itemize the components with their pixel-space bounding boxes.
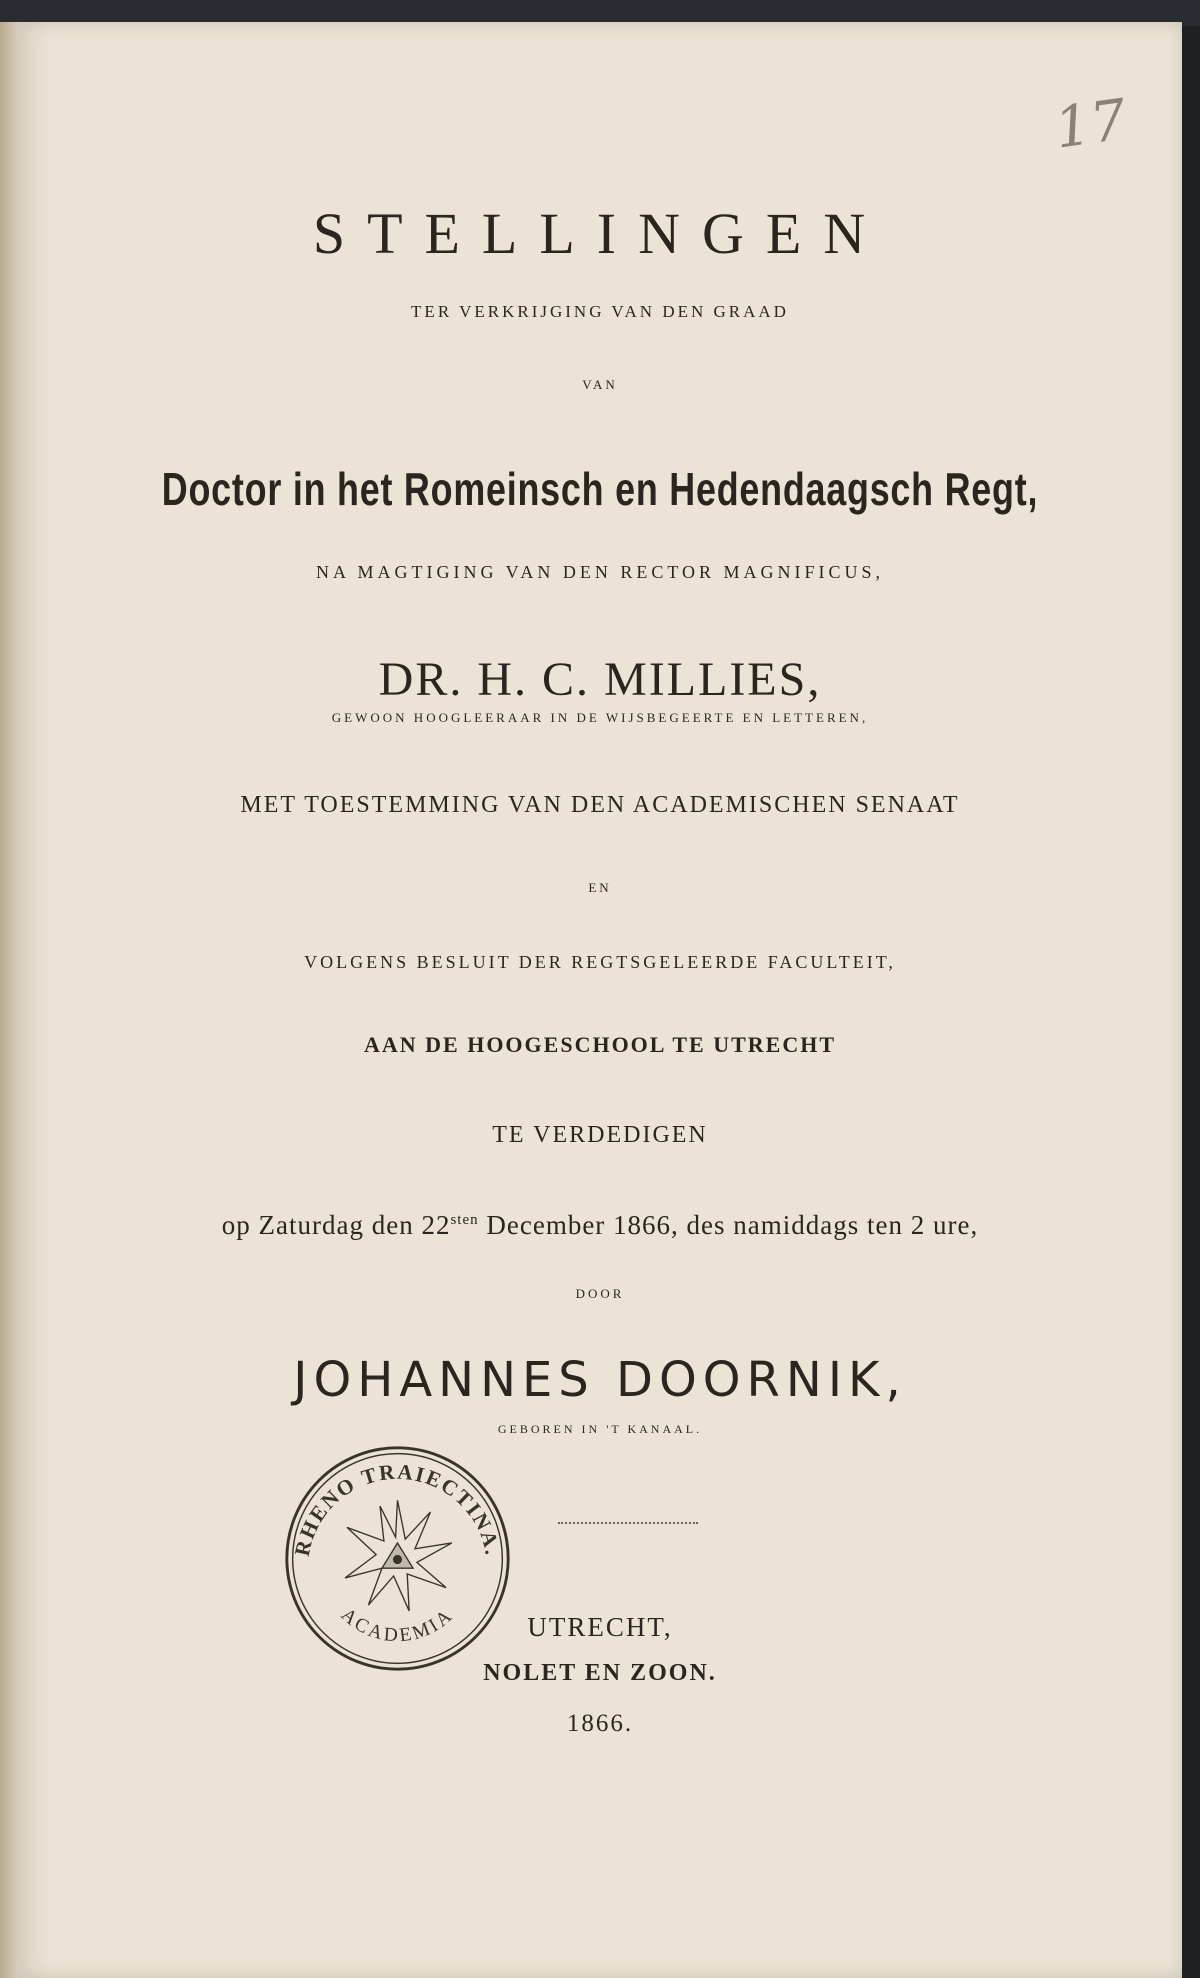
- degree-title: Doctor in het Romeinsch en Hedendaagsch Regt,: [161, 463, 1039, 515]
- date-prefix: op Zaturdag den 22: [221, 1210, 451, 1240]
- handwritten-page-number: 17: [1050, 87, 1131, 162]
- seal-text-bottom: ACADEMIA: [336, 1604, 459, 1647]
- authorization-line: NA MAGTIGING VAN DEN RECTOR MAGNIFICUS,: [315, 562, 885, 582]
- author-name: JOHANNES DOORNIK,: [293, 1352, 907, 1408]
- van-line: VAN: [582, 377, 618, 392]
- university-line: AAN DE HOOGESCHOOL TE UTRECHT: [363, 1032, 836, 1057]
- decorative-rule: [558, 1522, 698, 1528]
- defense-date: [18, 1210, 1182, 1241]
- document-title: STELLINGEN: [312, 201, 888, 266]
- door-line: DOOR: [575, 1286, 625, 1301]
- title-page: [18, 22, 1182, 1978]
- imprint-year: 1866.: [566, 1710, 634, 1737]
- imprint-publisher: NOLET EN ZOON.: [483, 1660, 717, 1686]
- rector-name: DR. H. C. MILLIES,: [378, 653, 822, 706]
- purpose-line: TER VERKRIJGING VAN DEN GRAAD: [411, 302, 789, 321]
- rector-title: GEWOON HOOGLEERAAR IN DE WIJSBEGEERTE EN LETTEREN,: [331, 710, 869, 725]
- en-line: EN: [588, 880, 612, 895]
- date-suffix: December 1866, des namiddags ten 2 ure,: [478, 1210, 979, 1240]
- seal-text-top: RHENO TRAIECTINA.: [289, 1459, 505, 1559]
- book-spine-edge: [0, 22, 18, 1978]
- author-birthplace: GEBOREN IN 'T KANAAL.: [497, 1422, 703, 1436]
- date-superscript: sten: [450, 1212, 479, 1228]
- faculty-line: VOLGENS BESLUIT DER REGTSGELEERDE FACULTEIT,: [304, 952, 896, 972]
- defend-line: TE VERDEDIGEN: [492, 1122, 708, 1148]
- senate-line: MET TOESTEMMING VAN DEN ACADEMISCHEN SENAAT: [240, 792, 960, 818]
- imprint-city: UTRECHT,: [527, 1612, 673, 1642]
